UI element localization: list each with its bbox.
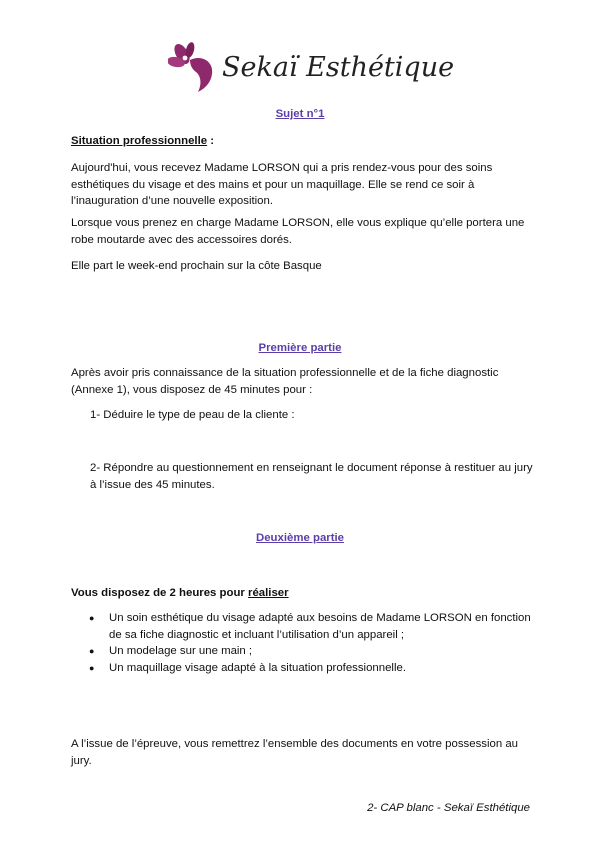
situation-heading (71, 133, 541, 150)
part2-lead (71, 585, 541, 602)
part1-item-2: 2- Répondre au questionnement en renseignant le document réponse à restituer au jury à l’issue des 45 minutes. (90, 462, 533, 491)
part2-heading: Deuxième partie (256, 532, 344, 544)
part2-lead-underlined: réaliser (248, 587, 289, 599)
logo-text: Sekaï Esthétique (222, 52, 455, 83)
situation-heading-text: Situation professionnelle (71, 135, 208, 147)
page-footer: 2- CAP blanc - Sekaï Esthétique (367, 802, 530, 814)
logo (168, 40, 455, 102)
situation-paragraph-2: Lorsque vous prenez en charge Madame LORSON, elle vous explique qu’elle portera une robe moutarde avec des accessoires dorés. (71, 217, 525, 246)
situation-heading-colon: : (207, 135, 215, 147)
list-item: ● Un soin esthétique du visage adapté aux besoins de Madame LORSON en fonction de sa fiche diagnostic et incluant l’utilisation d’un appareil ; (71, 610, 541, 643)
list-item: ● Un maquillage visage adapté à la situation professionnelle. (71, 660, 541, 677)
part1-intro: Après avoir pris connaissance de la situation professionnelle et de la fiche diagnostic (Annexe 1), vous disposez de 45 minutes pour : (71, 367, 499, 396)
situation-paragraph-3: Elle part le week-end prochain sur la côte Basque (71, 260, 322, 272)
woman-silhouette-flower-icon (168, 40, 218, 96)
list-item: ● Un modelage sur une main ; (71, 643, 541, 660)
part1-heading: Première partie (258, 342, 342, 354)
subject-title: Sujet n°1 (275, 108, 325, 120)
part2-bullet-list (71, 610, 541, 676)
part1-item-1: 1- Déduire le type de peau de la cliente : (90, 409, 295, 421)
closing-paragraph: A l’issue de l’épreuve, vous remettrez l’ensemble des documents en votre possession au jury. (71, 738, 519, 767)
situation-paragraph-1: Aujourd'hui, vous recevez Madame LORSON qui a pris rendez-vous pour des soins esthétiques du visage et des mains et pour un maquillage. Elle se rend ce soir à l’inauguration d’une nouvelle exposition. (71, 162, 493, 207)
part2-lead-text: Vous disposez de 2 heures pour (71, 587, 249, 599)
